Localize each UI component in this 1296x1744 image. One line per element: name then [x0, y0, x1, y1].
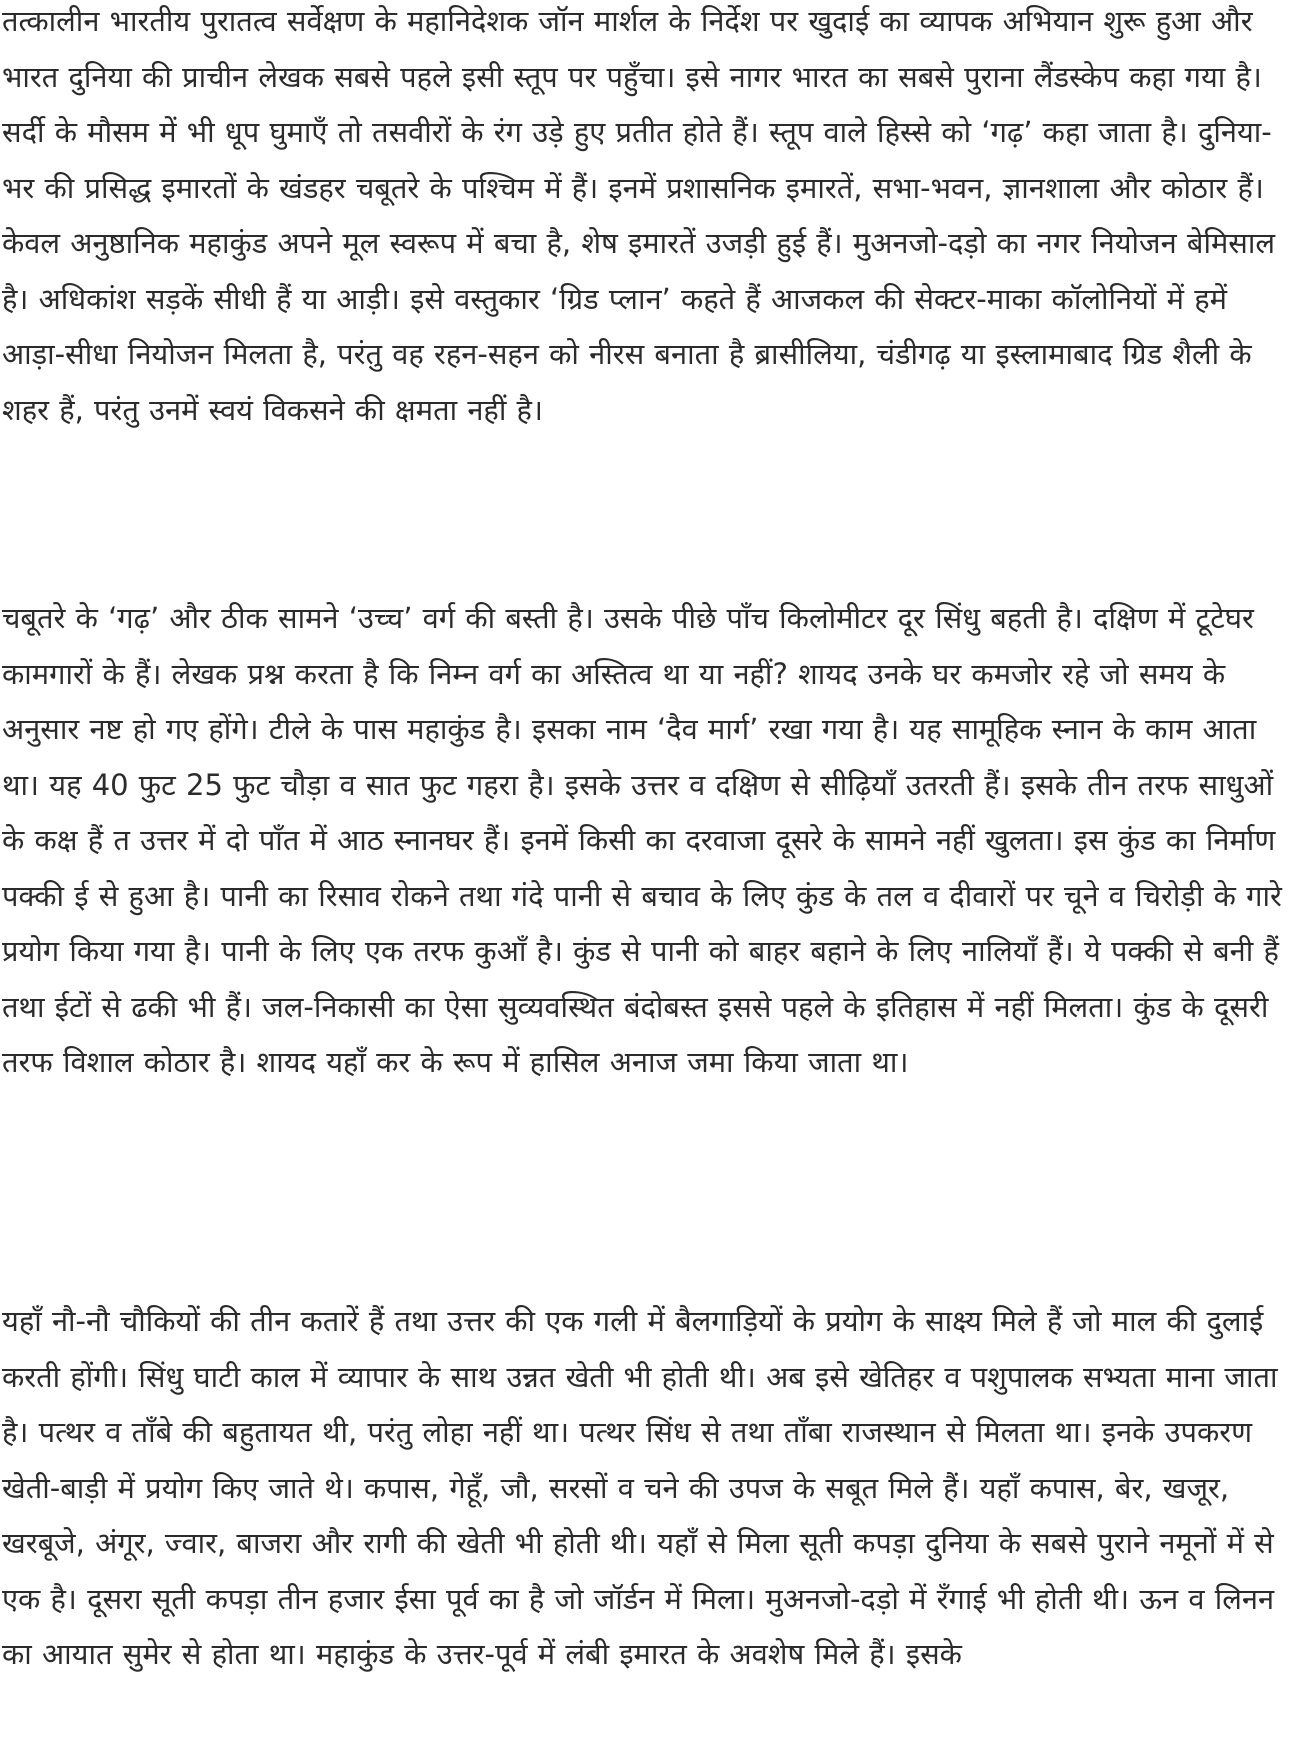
paragraph-2: चबूतरे के ‘गढ़’ और ठीक सामने ‘उच्च’ वर्ग की बस्ती है। उसके पीछे पाँच किलोमीटर दूर सिंधु बहती है। दक्षिण में टूटेघर कामगारों के हैं। लेखक प्रश्न करता है कि निम्न वर्ग का अस्तित्व था या नहीं? शायद उनके घर कमजोर रहे जो समय के अनुसार नष्ट हो गए होंगे। टीले के पास महाकुंड है। इसका नाम ‘दैव मार्ग’ रखा गया है। यह सामूहिक स्नान के काम आता था। यह 40 फुट 25 फुट चौड़ा व सात फुट गहरा है। इसके उत्तर व दक्षिण से सीढ़ियाँ उतरती हैं। इसके तीन तरफ साधुओं के कक्ष हैं त उत्तर में दो पाँत में आठ स्नानघर हैं। इनमें किसी का दरवाजा दूसरे के सामने नहीं खुलता। इस कुंड का निर्माण पक्की ई से हुआ है। पानी का रिसाव रोकने तथा गंदे पानी से बचाव के लिए कुंड के तल व दीवारों पर चूने व चिरोड़ी के गारे प्रयोग किया गया है। पानी के लिए एक तरफ कुआँ है। कुंड से पानी को बाहर बहाने के लिए नालियाँ हैं। ये पक्की से बनी हैं तथा ईटों से ढकी भी हैं। जल-निकासी का ऐसा सुव्यवस्थित बंदोबस्त इससे पहले के इतिहास में नहीं मिलता। कुंड के दूसरी तरफ विशाल कोठार है। शायद यहाँ कर के रूप में हासिल अनाज जमा किया जाता था। — [2, 601, 1282, 1079]
paragraph-1: तत्कालीन भारतीय पुरातत्व सर्वेक्षण के महानिदेशक जॉन मार्शल के निर्देश पर खुदाई का व्यापक अभियान शुरू हुआ और भारत दुनिया की प्राचीन लेखक सबसे पहले इसी स्तूप पर पहुँचा। इसे नागर भारत का सबसे पुराना लैंडस्केप कहा गया है। सर्दी के मौसम में भी धूप घुमाएँ तो तसवीरों के रंग उड़े हुए प्रतीत होते हैं। स्तूप वाले हिस्से को ‘गढ़’ कहा जाता है। दुनिया-भर की प्रसिद्ध इमारतों के खंडहर चबूतरे के पश्चिम में हैं। इनमें प्रशासनिक इमारतें, सभा-भवन, ज्ञानशाला और कोठार हैं। केवल अनुष्ठानिक महाकुंड अपने मूल स्वरूप में बचा है, शेष इमारतें उजड़ी हुई हैं। मुअनजो-दड़ो का नगर नियोजन बेमिसाल है। अधिकांश सड़कें सीधी हैं या आड़ी। इसे वस्तुकार ‘ग्रिड प्लान’ कहते हैं आजकल की सेक्टर-माका कॉलोनियों में हमें आड़ा-सीधा नियोजन मिलता है, परंतु वह रहन-सहन को नीरस बनाता है ब्रासीलिया, चंडीगढ़ या इस्लामाबाद ग्रिड शैली के शहर हैं, परंतु उनमें स्वयं विकसने की क्षमता नहीं है। — [2, 4, 1276, 427]
paragraph-3: यहाँ नौ-नौ चौकियों की तीन कतारें हैं तथा उत्तर की एक गली में बैलगाड़ियों के प्रयोग के साक्ष्य मिले हैं जो माल की दुलाई करती होंगी। सिंधु घाटी काल में व्यापार के साथ उन्नत खेती भी होती थी। अब इसे खेतिहर व पशुपालक सभ्यता माना जाता है। पत्थर व ताँबे की बहुतायत थी, परंतु लोहा नहीं था। पत्थर सिंध से तथा ताँबा राजस्थान से मिलता था। इनके उपकरण खेती-बाड़ी में प्रयोग किए जाते थे। कपास, गेहूँ, जौ, सरसों व चने की उपज के सबूत मिले हैं। यहाँ कपास, बेर, खजूर, खरबूजे, अंगूर, ज्वार, बाजरा और रागी की खेती भी होती थी। यहाँ से मिला सूती कपड़ा दुनिया के सबसे पुराने नमूनों में से एक है। दूसरा सूती कपड़ा तीन हजार ईसा पूर्व का है जो जॉर्डन में मिला। मुअनजो-दड़ो में रँगाई भी होती थी। ऊन व लिनन का आयात सुमेर से होता था। महाकुंड के उत्तर-पूर्व में लंबी इमारत के अवशेष मिले हैं। इसके — [2, 1304, 1278, 1671]
